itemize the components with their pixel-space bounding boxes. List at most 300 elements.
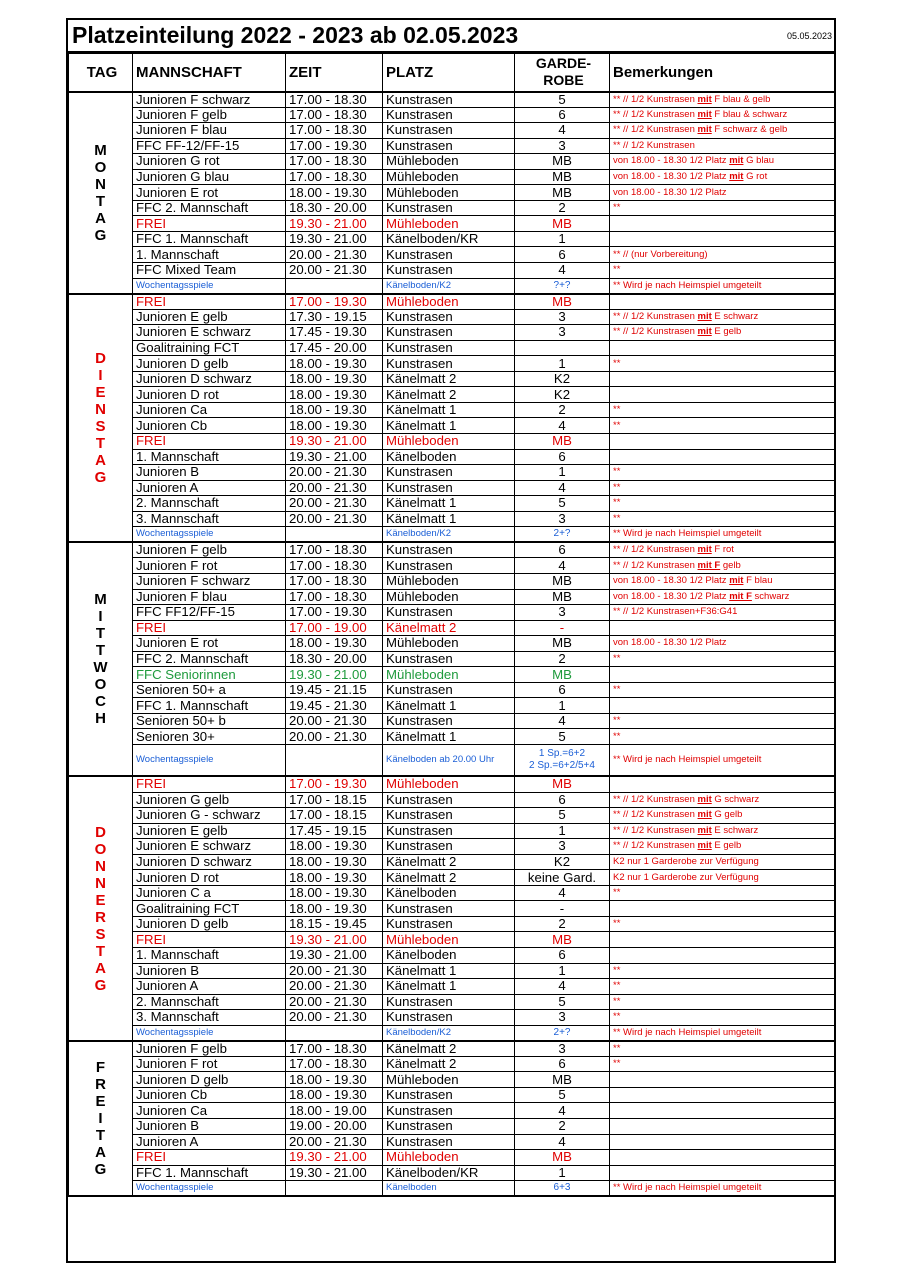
place-cell: Kunstrasen: [383, 340, 515, 356]
team-cell: Junioren D rot: [133, 870, 286, 886]
table-row: [69, 200, 835, 216]
place-cell: Känelmatt 2: [383, 854, 515, 870]
note-text: F blau & schwarz: [711, 108, 788, 120]
note-cell: [610, 231, 835, 247]
team-cell: Junioren E gelb: [133, 823, 286, 839]
place-cell: Känelmatt 1: [383, 402, 515, 418]
time-cell: 19.30 - 21.00: [286, 434, 383, 450]
table-row: [69, 854, 835, 870]
team-cell: Junioren F gelb: [133, 1041, 286, 1057]
table-row: [69, 667, 835, 683]
note-text: **: [613, 357, 621, 369]
header-place: PLATZ: [383, 54, 515, 92]
note-text: ** Wird je nach Heimspiel umgeteilt: [613, 1026, 762, 1038]
place-cell: Kunstrasen: [383, 916, 515, 932]
day-label: [69, 1041, 133, 1196]
note-cell: [610, 325, 835, 341]
note-emphasis: mit F: [729, 590, 752, 602]
team-cell: Wochentagsspiele: [133, 1181, 286, 1197]
time-cell: 17.00 - 18.30: [286, 1041, 383, 1057]
table-row: [69, 216, 835, 232]
garderobe-cell: 6: [515, 792, 610, 808]
place-cell: Kunstrasen: [383, 325, 515, 341]
garderobe-cell: 3: [515, 325, 610, 341]
note-cell: [610, 901, 835, 917]
time-cell: 20.00 - 21.30: [286, 994, 383, 1010]
team-cell: Goalitraining FCT: [133, 901, 286, 917]
place-cell: Känelmatt 1: [383, 979, 515, 995]
header-garderobe: GARDE- ROBE: [515, 54, 610, 92]
garderobe-cell: 2+?: [515, 527, 610, 543]
note-cell: [610, 885, 835, 901]
place-cell: Mühleboden: [383, 636, 515, 652]
time-cell: 17.45 - 19.15: [286, 823, 383, 839]
garderobe-cell: 2: [515, 651, 610, 667]
place-cell: Mühleboden: [383, 776, 515, 792]
table-row: [69, 278, 835, 294]
day-letter: F: [95, 1059, 106, 1076]
time-cell: 19.00 - 20.00: [286, 1119, 383, 1135]
note-text: **: [613, 466, 621, 478]
place-cell: Känelmatt 2: [383, 870, 515, 886]
team-cell: Junioren Ca: [133, 402, 286, 418]
table-row: [69, 885, 835, 901]
table-row: [69, 901, 835, 917]
time-cell: [286, 1025, 383, 1041]
table-row: [69, 107, 835, 123]
garderobe-cell: 6: [515, 107, 610, 123]
note-text: ** // 1/2 Kunstrasen: [613, 824, 698, 836]
note-cell: [610, 1150, 835, 1166]
day-letter: G: [94, 976, 107, 994]
table-row: [69, 1041, 835, 1057]
time-cell: 17.00 - 19.00: [286, 620, 383, 636]
note-text: von 18.00 - 18.30 1/2 Platz: [613, 637, 727, 649]
note-cell: [610, 589, 835, 605]
note-text: **: [613, 513, 621, 525]
team-cell: FFC Mixed Team: [133, 263, 286, 279]
place-cell: Kunstrasen: [383, 823, 515, 839]
day-letter: R: [95, 908, 106, 926]
note-cell: [610, 511, 835, 527]
place-cell: Känelmatt 2: [383, 371, 515, 387]
place-cell: Kunstrasen: [383, 200, 515, 216]
garderobe-cell: 4: [515, 123, 610, 139]
note-cell: [610, 356, 835, 372]
place-cell: Kunstrasen: [383, 1010, 515, 1026]
day-letter: S: [95, 417, 106, 435]
time-cell: 20.00 - 21.30: [286, 1134, 383, 1150]
note-text: K2 nur 1 Garderobe zur Verfügung: [613, 855, 759, 867]
table-row: [69, 573, 835, 589]
day-letter: T: [95, 192, 106, 210]
garderobe-cell: 2+?: [515, 1025, 610, 1041]
time-cell: 17.00 - 19.30: [286, 605, 383, 621]
garderobe-cell: 1: [515, 231, 610, 247]
place-cell: Känelboden/K2: [383, 278, 515, 294]
place-cell: Mühleboden: [383, 1150, 515, 1166]
note-cell: [610, 620, 835, 636]
team-cell: Junioren A: [133, 1134, 286, 1150]
place-cell: Kunstrasen: [383, 558, 515, 574]
team-cell: Wochentagsspiele: [133, 744, 286, 776]
place-cell: Mühleboden: [383, 667, 515, 683]
day-letter: T: [95, 642, 106, 660]
note-cell: [610, 434, 835, 450]
note-cell: [610, 107, 835, 123]
note-emphasis: mit: [697, 824, 712, 836]
team-cell: Junioren G blau: [133, 169, 286, 185]
garderobe-cell: 5: [515, 1087, 610, 1103]
time-cell: 18.30 - 20.00: [286, 651, 383, 667]
time-cell: 20.00 - 21.30: [286, 465, 383, 481]
table-row: [69, 325, 835, 341]
garderobe-cell: MB: [515, 932, 610, 948]
team-cell: Junioren D schwarz: [133, 854, 286, 870]
note-text: **: [613, 404, 621, 416]
note-text: **: [613, 964, 621, 976]
team-cell: FREI: [133, 434, 286, 450]
place-cell: Känelmatt 2: [383, 620, 515, 636]
team-cell: Junioren D gelb: [133, 356, 286, 372]
garderobe-cell: 3: [515, 1010, 610, 1026]
note-cell: [610, 667, 835, 683]
note-cell: [610, 1025, 835, 1041]
note-cell: [610, 823, 835, 839]
note-cell: [610, 1072, 835, 1088]
place-cell: Kunstrasen: [383, 309, 515, 325]
note-text: ** // 1/2 Kunstrasen: [613, 108, 698, 120]
team-cell: Junioren Ca: [133, 1103, 286, 1119]
place-cell: Kunstrasen: [383, 1103, 515, 1119]
time-cell: 19.30 - 21.00: [286, 449, 383, 465]
note-emphasis: mit: [697, 326, 712, 338]
place-cell: Mühleboden: [383, 169, 515, 185]
table-row: [69, 247, 835, 263]
team-cell: Junioren F rot: [133, 558, 286, 574]
team-cell: Junioren A: [133, 480, 286, 496]
garderobe-cell: 2: [515, 402, 610, 418]
garderobe-cell: 1: [515, 1165, 610, 1181]
garderobe-cell: 5: [515, 729, 610, 745]
garderobe-cell: 4: [515, 418, 610, 434]
note-text: **: [613, 980, 621, 992]
note-cell: [610, 839, 835, 855]
table-row: [69, 309, 835, 325]
place-cell: Känelboden: [383, 1181, 515, 1197]
table-row: [69, 947, 835, 963]
note-emphasis: mit: [697, 108, 712, 120]
table-row: [69, 1025, 835, 1041]
note-cell: [610, 792, 835, 808]
garderobe-cell: 3: [515, 1041, 610, 1057]
team-cell: FFC 2. Mannschaft: [133, 651, 286, 667]
garderobe-cell: MB: [515, 636, 610, 652]
note-text: gelb: [720, 559, 741, 571]
garderobe-cell: ?+?: [515, 278, 610, 294]
note-text: **: [613, 497, 621, 509]
time-cell: 18.00 - 19.30: [286, 371, 383, 387]
table-row: [69, 698, 835, 714]
table-row: [69, 682, 835, 698]
garderobe-cell: keine Gard.: [515, 870, 610, 886]
note-emphasis: mit: [697, 793, 712, 805]
place-cell: Kunstrasen: [383, 1087, 515, 1103]
note-cell: [610, 216, 835, 232]
note-cell: [610, 387, 835, 403]
place-cell: Mühleboden: [383, 932, 515, 948]
place-cell: Kunstrasen: [383, 651, 515, 667]
garderobe-cell: MB: [515, 154, 610, 170]
team-cell: 1. Mannschaft: [133, 449, 286, 465]
note-cell: [610, 651, 835, 667]
note-text: **: [613, 918, 621, 930]
garderobe-cell: 6+3: [515, 1181, 610, 1197]
note-emphasis: mit: [697, 544, 712, 556]
note-emphasis: mit F: [697, 559, 721, 571]
page-title: Platzeinteilung 2022 - 2023 ab 02.05.2023: [72, 22, 519, 48]
time-cell: 17.00 - 18.30: [286, 92, 383, 108]
day-letter: E: [95, 1093, 106, 1110]
header-time: ZEIT: [286, 54, 383, 92]
place-cell: Mühleboden: [383, 1072, 515, 1088]
note-text: ** // 1/2 Kunstrasen: [613, 559, 698, 571]
note-emphasis: mit: [697, 93, 712, 105]
note-text: ** Wird je nach Heimspiel umgeteilt: [613, 754, 762, 766]
note-text: ** Wird je nach Heimspiel umgeteilt: [613, 1182, 762, 1194]
time-cell: 18.15 - 19.45: [286, 916, 383, 932]
garderobe-cell: 5: [515, 496, 610, 512]
time-cell: 19.30 - 21.00: [286, 1150, 383, 1166]
note-cell: [610, 605, 835, 621]
note-text: ** // 1/2 Kunstrasen: [613, 310, 698, 322]
table-row: [69, 294, 835, 310]
table-row: [69, 449, 835, 465]
time-cell: 20.00 - 21.30: [286, 247, 383, 263]
place-cell: Kunstrasen: [383, 92, 515, 108]
note-text: G schwarz: [711, 793, 760, 805]
table-row: [69, 776, 835, 792]
garderobe-cell: 1: [515, 465, 610, 481]
note-text: G blau: [743, 155, 775, 167]
time-cell: 17.00 - 18.30: [286, 169, 383, 185]
place-cell: Känelmatt 1: [383, 963, 515, 979]
table-row: [69, 1072, 835, 1088]
table-row: [69, 123, 835, 139]
place-cell: Kunstrasen: [383, 901, 515, 917]
note-text: **: [613, 1058, 621, 1070]
time-cell: 17.00 - 19.30: [286, 138, 383, 154]
garderobe-cell: 4: [515, 1134, 610, 1150]
team-cell: Junioren B: [133, 1119, 286, 1135]
note-cell: [610, 371, 835, 387]
time-cell: 20.00 - 21.30: [286, 979, 383, 995]
table-row: [69, 496, 835, 512]
day-letter: G: [94, 226, 107, 244]
time-cell: 19.30 - 21.00: [286, 231, 383, 247]
team-cell: FREI: [133, 216, 286, 232]
team-cell: Junioren C a: [133, 885, 286, 901]
time-cell: 17.45 - 19.30: [286, 325, 383, 341]
note-cell: [610, 932, 835, 948]
note-text: **: [613, 684, 621, 696]
note-cell: [610, 963, 835, 979]
time-cell: 17.45 - 20.00: [286, 340, 383, 356]
table-row: [69, 994, 835, 1010]
day-letter: D: [95, 349, 106, 367]
time-cell: 17.00 - 18.30: [286, 573, 383, 589]
note-text: F blau: [743, 575, 773, 587]
time-cell: 17.00 - 18.30: [286, 558, 383, 574]
time-cell: 17.00 - 19.30: [286, 776, 383, 792]
note-cell: [610, 309, 835, 325]
table-row: [69, 542, 835, 558]
note-cell: [610, 916, 835, 932]
day-letter: I: [98, 1110, 103, 1127]
day-letter: C: [95, 693, 106, 711]
place-cell: Mühleboden: [383, 434, 515, 450]
table-row: [69, 387, 835, 403]
garderobe-cell: 3: [515, 839, 610, 855]
note-cell: [610, 994, 835, 1010]
garderobe-cell: K2: [515, 371, 610, 387]
note-text: **: [613, 481, 621, 493]
header-day: TAG: [69, 54, 133, 92]
team-cell: 2. Mannschaft: [133, 994, 286, 1010]
table-row: [69, 340, 835, 356]
note-text: **: [613, 1011, 621, 1023]
garderobe-cell: 5: [515, 808, 610, 824]
place-cell: Kunstrasen: [383, 542, 515, 558]
time-cell: [286, 1181, 383, 1197]
table-row: [69, 589, 835, 605]
note-emphasis: mit: [697, 124, 712, 136]
note-emphasis: mit: [697, 809, 712, 821]
team-cell: FFC FF-12/FF-15: [133, 138, 286, 154]
note-cell: [610, 138, 835, 154]
place-cell: Mühleboden: [383, 294, 515, 310]
garderobe-cell: 1: [515, 823, 610, 839]
place-cell: Känelboden: [383, 449, 515, 465]
note-text: ** // 1/2 Kunstrasen: [613, 139, 695, 151]
day-label: [69, 776, 133, 1040]
place-cell: Kunstrasen: [383, 247, 515, 263]
day-letter: O: [94, 158, 107, 176]
table-row: [69, 511, 835, 527]
day-letter: G: [94, 1161, 107, 1178]
table-row: [69, 1056, 835, 1072]
garderobe-cell: MB: [515, 589, 610, 605]
note-cell: [610, 979, 835, 995]
team-cell: FFC FF12/FF-15: [133, 605, 286, 621]
team-cell: FFC 1. Mannschaft: [133, 231, 286, 247]
garderobe-cell: MB: [515, 216, 610, 232]
day-letter: A: [95, 451, 106, 469]
header-team: MANNSCHAFT: [133, 54, 286, 92]
note-cell: [610, 808, 835, 824]
time-cell: 17.00 - 18.30: [286, 154, 383, 170]
team-cell: FFC 1. Mannschaft: [133, 1165, 286, 1181]
team-cell: Junioren D gelb: [133, 1072, 286, 1088]
note-text: ** // 1/2 Kunstrasen: [613, 793, 698, 805]
time-cell: 20.00 - 21.30: [286, 263, 383, 279]
team-cell: 3. Mannschaft: [133, 1010, 286, 1026]
time-cell: 18.00 - 19.30: [286, 870, 383, 886]
place-cell: Känelmatt 1: [383, 418, 515, 434]
note-emphasis: mit: [729, 171, 744, 182]
place-cell: Kunstrasen: [383, 808, 515, 824]
team-cell: Junioren E rot: [133, 636, 286, 652]
time-cell: 20.00 - 21.30: [286, 1010, 383, 1026]
time-cell: 18.00 - 19.00: [286, 1103, 383, 1119]
place-cell: Känelboden/K2: [383, 527, 515, 543]
time-cell: 19.30 - 21.00: [286, 667, 383, 683]
note-text: ** // 1/2 Kunstrasen: [613, 93, 698, 105]
team-cell: FREI: [133, 932, 286, 948]
note-cell: [610, 776, 835, 792]
note-cell: [610, 480, 835, 496]
note-cell: [610, 418, 835, 434]
table-row: [69, 1181, 835, 1197]
note-cell: [610, 1181, 835, 1197]
note-text: K2 nur 1 Garderobe zur Verfügung: [613, 871, 759, 883]
place-cell: Kunstrasen: [383, 1119, 515, 1135]
garderobe-cell: 4: [515, 1103, 610, 1119]
table-row: [69, 963, 835, 979]
day-letter: G: [94, 468, 107, 486]
place-cell: Kunstrasen: [383, 138, 515, 154]
team-cell: FREI: [133, 776, 286, 792]
note-cell: [610, 870, 835, 886]
time-cell: 17.00 - 18.15: [286, 792, 383, 808]
note-text: G rot: [743, 171, 768, 182]
table-row: [69, 92, 835, 108]
note-text: ** // 1/2 Kunstrasen: [613, 124, 698, 136]
garderobe-cell: 3: [515, 605, 610, 621]
place-cell: Kunstrasen: [383, 107, 515, 123]
time-cell: 20.00 - 21.30: [286, 963, 383, 979]
note-cell: [610, 542, 835, 558]
garderobe-cell: MB: [515, 1072, 610, 1088]
time-cell: 17.00 - 18.30: [286, 542, 383, 558]
place-cell: Mühleboden: [383, 589, 515, 605]
header-row: [69, 54, 835, 92]
garderobe-cell: K2: [515, 854, 610, 870]
note-cell: [610, 278, 835, 294]
note-cell: [610, 729, 835, 745]
place-cell: Kunstrasen: [383, 465, 515, 481]
table-row: [69, 651, 835, 667]
garderobe-cell: MB: [515, 573, 610, 589]
note-text: E schwarz: [711, 824, 759, 836]
time-cell: 19.30 - 21.00: [286, 216, 383, 232]
title-bar: [68, 20, 834, 53]
note-text: ** // (nur Vorbereitung): [613, 248, 708, 260]
time-cell: 20.00 - 21.30: [286, 480, 383, 496]
schedule-table: [68, 53, 835, 1197]
garderobe-cell: 2: [515, 200, 610, 216]
table-row: [69, 1134, 835, 1150]
note-text: von 18.00 - 18.30 1/2 Platz: [613, 171, 730, 182]
day-letter: T: [95, 942, 106, 960]
note-cell: [610, 247, 835, 263]
time-cell: 17.00 - 19.30: [286, 294, 383, 310]
note-cell: [610, 527, 835, 543]
note-cell: [610, 1134, 835, 1150]
garderobe-cell: 6: [515, 542, 610, 558]
garderobe-cell: MB: [515, 185, 610, 201]
table-row: [69, 870, 835, 886]
